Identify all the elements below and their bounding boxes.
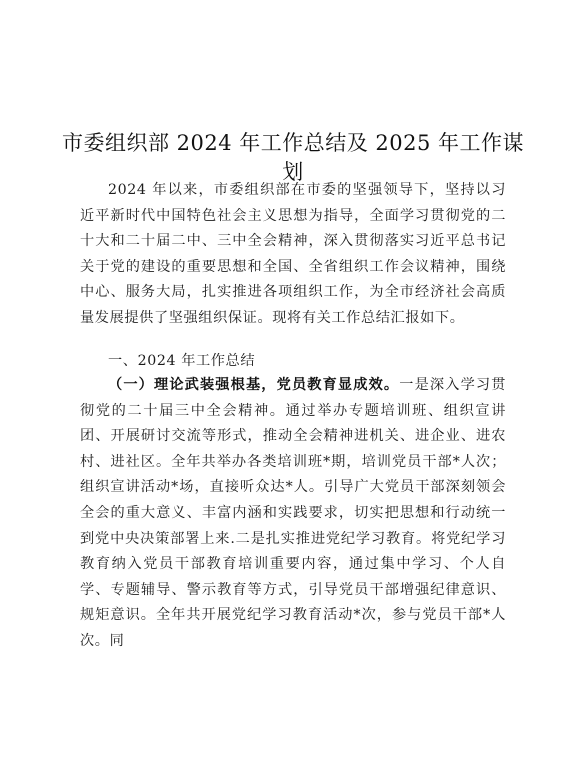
subsection-paragraph-theory: [80, 373, 506, 655]
intro-paragraph: 2024 年以来，市委组织部在市委的坚强领导下，坚持以习近平新时代中国特色社会主义思想为指导，全面学习贯彻党的二十大和二十届二中、三中全会精神，深入贯彻落实习近平总书记关于党的建设的重要思想和全国、全省组织工作会议精神，围绕中心、服务大局，扎实推进各项组织工作，为全市经济社会高质量发展提供了坚强组织保证。现将有关工作总结汇报如下。: [80, 182, 506, 326]
subsection-body-theory: 一是深入学习贯彻党的二十届三中全会精神。通过举办专题培训班、组织宣讲团、开展研讨交流等形式，推动全会精神进机关、进企业、进农村、进社区。全年共举办各类培训班*期，培训党员干部*人次；组织宣讲活动*场，直接听众达*人。引导广大党员干部深刻领会全会的重大意义、丰富内涵和实践要求，切实把思想和行动统一到党中央决策部署上来.二是扎实推进党纪学习教育。将党纪学习教育纳入党员干部教育培训重要内容，通过集中学习、个人自学、专题辅导、警示教育等方式，引导党员干部增强纪律意识、规矩意识。全年共开展党纪学习教育活动*次，参与党员干部*人次。同: [80, 377, 507, 649]
section-heading-2024-summary: 一、2024 年工作总结: [108, 353, 256, 369]
document-title: 市委组织部 2024 年工作总结及 2025 年工作谋划: [61, 131, 525, 184]
subsection-heading-theory: （一）理论武装强根基，党员教育显成效。: [108, 377, 400, 393]
